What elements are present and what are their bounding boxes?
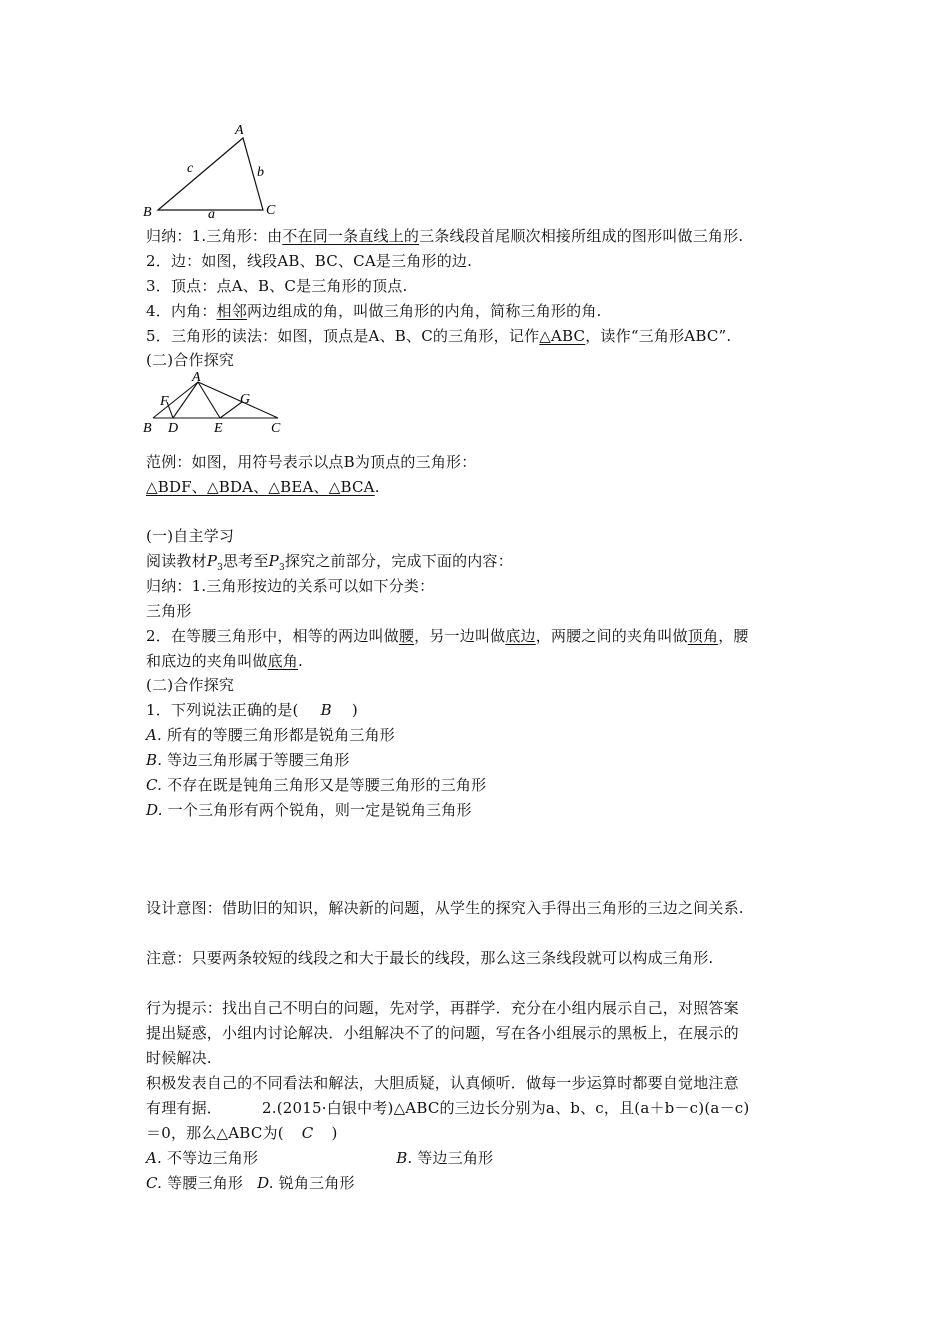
option-b: B. 等边三角形属于等腰三角形 bbox=[146, 751, 350, 769]
hint-line-3: 时候解决. bbox=[146, 1049, 212, 1067]
vertex-label-c: C bbox=[266, 203, 276, 218]
q2-options-row-1: A. 不等边三角形 B. 等边三角形 bbox=[146, 1149, 494, 1167]
isosceles-definition-line-2: 和底边的夹角叫做底角. bbox=[146, 652, 303, 670]
hint-line-5: 有理有据． 2.(2015·白银中考)△ABC的三边长分别为a、b、c，且(a＋b－c)(a－c) bbox=[146, 1099, 750, 1117]
summary-line-4: 4．内角：相邻两边组成的角，叫做三角形的内角，简称三角形的角. bbox=[146, 302, 602, 320]
option-d: D. 一个三角形有两个锐角，则一定是锐角三角形 bbox=[146, 801, 472, 819]
summary-line-3: 3．顶点：点A、B、C是三角形的顶点. bbox=[146, 277, 408, 295]
underlined-answer: 相邻 bbox=[216, 302, 247, 320]
underlined-answer: 不在同一条直线上的 bbox=[282, 227, 420, 245]
reading-instruction: 阅读教材$P_3$思考至$P_3$探究之前部分，完成下面的内容： bbox=[146, 552, 513, 573]
triangle-abc-figure bbox=[140, 120, 290, 220]
hint-line-1: 行为提示：找出自己不明白的问题，先对学，再群学．充分在小组内展示自己，对照答案 bbox=[146, 999, 739, 1017]
side-label-c: c bbox=[187, 161, 194, 176]
vertex-label-a: A bbox=[235, 123, 244, 138]
underlined-answer: 底角 bbox=[267, 652, 299, 670]
q2-options-row-2: C. 等腰三角形 D. 锐角三角形 bbox=[146, 1174, 355, 1192]
classification-line-1: 归纳：1.三角形按边的关系可以如下分类： bbox=[146, 577, 435, 595]
question-2-line-2: ＝0，那么△ABC为( C ) bbox=[146, 1124, 338, 1142]
option-a: A. 所有的等腰三角形都是锐角三角形 bbox=[146, 726, 395, 744]
answer-letter: C bbox=[301, 1124, 314, 1142]
classification-line-2: 三角形 bbox=[146, 602, 192, 620]
underlined-answer: 底边 bbox=[505, 627, 536, 645]
example-line-1: 范例：如图，用符号表示以点B为顶点的三角形： bbox=[146, 453, 477, 471]
note: 注意：只要两条较短的线段之和大于最长的线段，那么这三条线段就可以构成三角形. bbox=[146, 949, 714, 967]
vertex-label-d: D bbox=[168, 421, 179, 436]
triangle-cevians-figure bbox=[140, 370, 290, 436]
example-line-2: △BDF、△BDA、△BEA、△BCA. bbox=[146, 478, 380, 496]
side-label-b: b bbox=[257, 165, 264, 180]
underlined-answer: △ABC bbox=[539, 327, 586, 345]
vertex-label-a: A bbox=[192, 370, 201, 385]
vertex-label-b: B bbox=[143, 421, 152, 436]
summary-line-5: 5．三角形的读法：如图，顶点是A、B、C的三角形，记作△ABC，读作“三角形ABC”. bbox=[146, 327, 732, 345]
summary-line-1: 归纳：1.三角形：由不在同一条直线上的三条线段首尾顺次相接所组成的图形叫做三角形. bbox=[146, 227, 744, 245]
answer-letter: B bbox=[320, 701, 332, 719]
vertex-label-c: C bbox=[271, 421, 281, 436]
vertex-label-b: B bbox=[143, 205, 152, 220]
summary-line-2: 2．边：如图，线段AB、BC、CA是三角形的边. bbox=[146, 252, 473, 270]
vertex-label-f: F bbox=[160, 394, 169, 409]
isosceles-definition-line-1: 2．在等腰三角形中，相等的两边叫做腰，另一边叫做底边，两腰之间的夹角叫做顶角，腰 bbox=[146, 627, 749, 645]
hint-line-4: 积极发表自己的不同看法和解法，大胆质疑，认真倾听．做每一步运算时都要自觉地注意 bbox=[146, 1074, 739, 1092]
design-intent: 设计意图：借助旧的知识，解决新的问题，从学生的探究入手得出三角形的三边之间关系. bbox=[146, 899, 744, 917]
side-label-a: a bbox=[208, 207, 215, 220]
option-c: C. 不存在既是钝角三角形又是等腰三角形的三角形 bbox=[146, 776, 487, 794]
hint-line-2: 提出疑惑，小组内讨论解决．小组解决不了的问题，写在各小组展示的黑板上，在展示的 bbox=[146, 1024, 739, 1042]
cooperative-heading-2: (二)合作探究 bbox=[146, 676, 235, 694]
self-study-heading: (一)自主学习 bbox=[146, 527, 235, 545]
vertex-label-g: G bbox=[240, 392, 251, 407]
vertex-label-e: E bbox=[214, 421, 223, 436]
cooperative-heading-1: (二)合作探究 bbox=[146, 351, 235, 369]
underlined-answer: 腰 bbox=[398, 627, 415, 645]
underlined-answer: △BDF、△BDA、△BEA、△BCA bbox=[146, 478, 375, 496]
underlined-answer: 顶角 bbox=[687, 627, 719, 645]
question-1: 1．下列说法正确的是( B ) bbox=[146, 701, 358, 719]
